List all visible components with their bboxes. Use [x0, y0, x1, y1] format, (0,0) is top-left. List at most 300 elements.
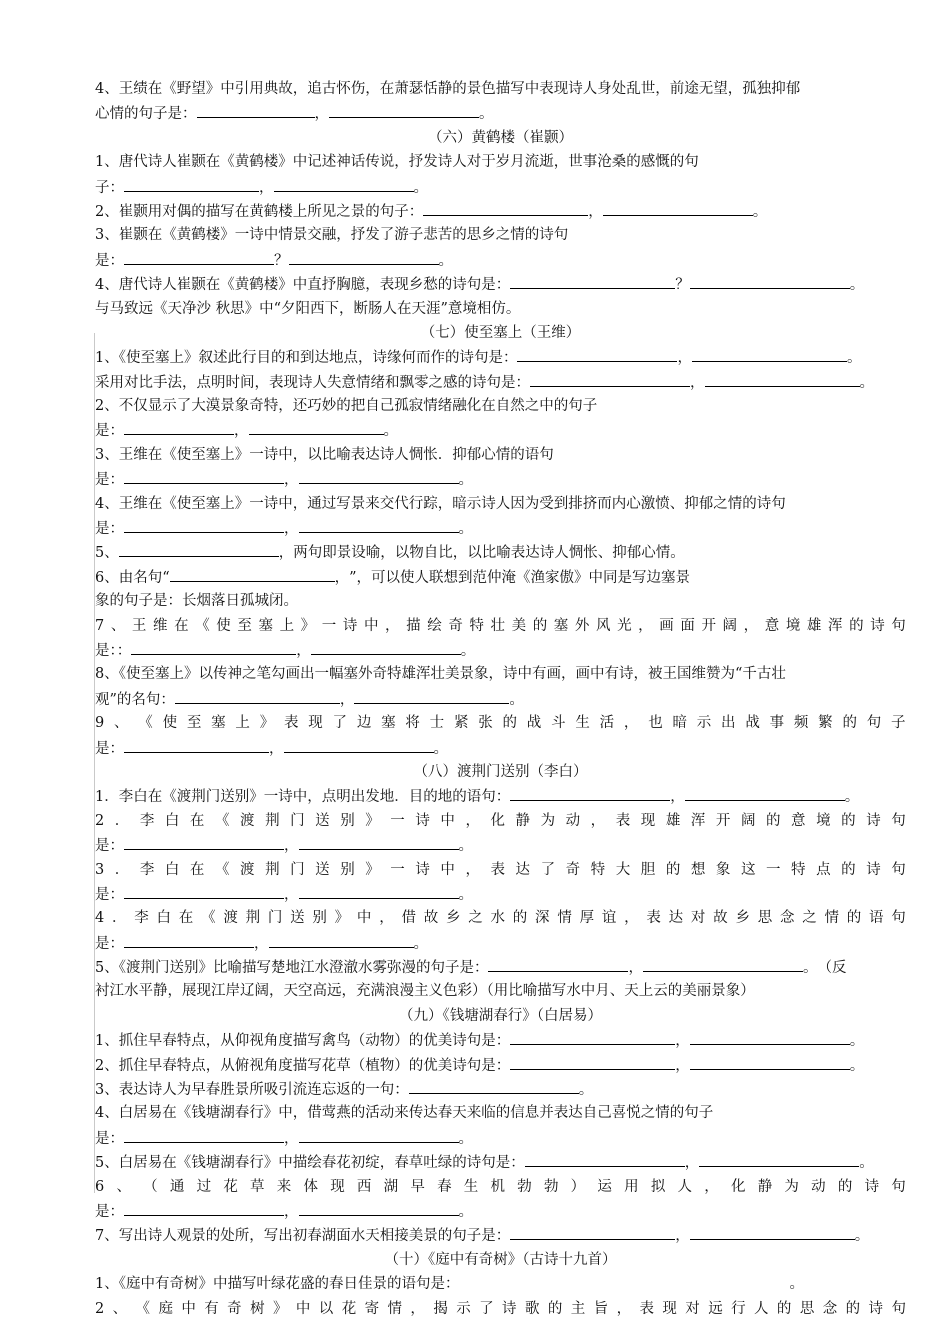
answer-blank[interactable] [423, 199, 588, 216]
blank-punctuation: 。 [844, 789, 860, 806]
line-char: 达 [515, 861, 531, 878]
answer-blank[interactable] [459, 1272, 789, 1288]
line-char: 李 [139, 861, 155, 878]
line-char: 句 [891, 1300, 906, 1317]
line-text: 采用对比手法，点明时间，表现诗人失意情绪和飘零之感的诗句是： [95, 374, 530, 391]
line-text: 是： [95, 252, 124, 269]
line-text: 1、抓住早春特点，从仰视角度描写禽鸟（动物）的优美诗句是： [95, 1033, 511, 1050]
line-char: 深 [535, 910, 550, 927]
question-line [95, 394, 906, 418]
line-char: 情 [387, 1300, 403, 1317]
answer-blank[interactable] [124, 1199, 284, 1216]
section-title: （八）渡荆门送别（李白） [413, 763, 588, 780]
line-char: 早 [410, 1178, 425, 1195]
question-line [95, 199, 906, 223]
blank-punctuation: 。 [413, 179, 428, 196]
line-char: 故 [423, 910, 439, 927]
answer-blanks [124, 736, 448, 761]
answer-blanks [170, 565, 350, 590]
line-char: 故 [713, 910, 728, 927]
question-line [95, 1175, 906, 1199]
answer-blanks [488, 955, 817, 980]
line-char: 送 [290, 910, 305, 927]
line-char: ． [114, 812, 130, 829]
line-char: 塞 [553, 617, 569, 634]
line-text: 是： [95, 1203, 124, 1220]
line-char: 想 [690, 861, 706, 878]
line-char: 门 [267, 910, 283, 927]
line-char: 生 [575, 715, 590, 732]
line-char: 意 [764, 617, 780, 634]
blank-punctuation: 。 [752, 203, 768, 220]
line-text: 1、《使至塞上》叙述此行目的和到达地点，诗缘何而作的诗句是： [95, 350, 518, 367]
answer-blank[interactable] [299, 833, 459, 850]
line-char: 《 [138, 715, 153, 732]
line-char: 浑 [690, 812, 706, 829]
answer-blanks [510, 784, 859, 809]
answer-blank[interactable] [690, 272, 850, 289]
line-char: 过 [196, 1178, 212, 1195]
line-char: 对 [690, 910, 706, 927]
line-char: 的 [766, 812, 781, 829]
line-text: 1、《庭中有奇树》中描写叶绿花盛的春日佳景的语句是： [95, 1276, 460, 1293]
line-char: 在 [178, 910, 194, 927]
question-line [95, 418, 906, 442]
question-line [95, 979, 906, 1003]
question-line [95, 77, 906, 101]
answer-blank[interactable] [124, 833, 284, 850]
line-char: 一 [390, 812, 405, 829]
question-line [95, 906, 906, 930]
line-text: 8、《使至塞上》以传神之笔勾画出一幅塞外奇特雄浑壮美景象，诗中有画，画中有诗，被王国维赞为“千古壮 [95, 666, 786, 683]
line-char: 人 [754, 1300, 769, 1317]
line-char: 特 [791, 861, 806, 878]
answer-blank[interactable] [525, 1150, 685, 1167]
line-char: 李 [139, 812, 155, 829]
answer-blank[interactable] [354, 687, 509, 704]
question-line [95, 687, 906, 711]
line-char: 表 [639, 1300, 654, 1317]
answer-blank[interactable] [274, 175, 414, 192]
blank-punctuation: ， [690, 374, 705, 391]
line-char: 3 [95, 861, 105, 878]
answer-blank[interactable] [124, 467, 284, 484]
line-char: 开 [701, 617, 716, 634]
answer-blanks [510, 272, 864, 297]
line-char: 语 [869, 910, 884, 927]
line-char: 》 [365, 812, 380, 829]
line-char: 开 [715, 812, 731, 829]
line-char: 动 [811, 1178, 826, 1195]
line-char: ， [638, 617, 653, 634]
blank-punctuation: 。 [849, 277, 865, 294]
line-continuation: （反 [817, 960, 847, 977]
question-line [95, 101, 906, 125]
line-char: 李 [134, 910, 149, 927]
line-char: 浑 [828, 617, 843, 634]
line-text: 心情的句子是： [95, 106, 197, 123]
line-char: 为 [540, 812, 556, 829]
line-char: 使 [216, 617, 231, 634]
line-char: 王 [131, 617, 147, 634]
line-char: 中 [356, 910, 372, 927]
answer-blank[interactable] [510, 1053, 675, 1070]
line-char: ， [379, 910, 394, 927]
line-char: 的 [502, 715, 518, 732]
line-char: 描 [406, 617, 421, 634]
answer-blank[interactable] [699, 1150, 859, 1167]
line-char: 奇 [227, 1300, 242, 1317]
line-char: 暗 [672, 715, 687, 732]
answer-blank[interactable] [530, 370, 690, 387]
answer-blank[interactable] [124, 931, 254, 948]
answer-blank[interactable] [299, 516, 459, 533]
line-text: 是： [95, 740, 124, 757]
line-char: 思 [799, 1300, 815, 1317]
answer-blank[interactable] [124, 736, 269, 753]
line-text: 4、白居易在《钱塘湖春行》中，借莺燕的活动来传达春天来临的信息并表达自己喜悦之情的句子 [95, 1105, 714, 1122]
line-char: 一 [321, 617, 337, 634]
line-char: 在 [189, 812, 205, 829]
line-char: 示 [696, 715, 712, 732]
line-char: 化 [490, 812, 505, 829]
question-line [95, 1272, 906, 1296]
answer-blank[interactable] [705, 370, 860, 387]
question-line [95, 1028, 906, 1052]
line-char: 对 [685, 1300, 700, 1317]
blank-punctuation: ， [675, 1033, 690, 1050]
answer-blank[interactable] [690, 1223, 855, 1240]
question-line [95, 833, 906, 857]
answer-blank[interactable] [175, 687, 340, 704]
line-text: 3、王维在《使至塞上》一诗中，以比喻表达诗人惆怅．抑郁心情的语句 [95, 446, 554, 463]
line-char: 花 [223, 1178, 238, 1195]
blank-punctuation: 。 [802, 960, 818, 977]
question-line [95, 150, 906, 174]
answer-blank[interactable] [284, 736, 434, 753]
answer-blank[interactable] [124, 175, 259, 192]
blank-punctuation: 。 [849, 1033, 865, 1050]
line-text: 观”的名句： [95, 691, 175, 708]
line-char: 大 [615, 861, 631, 878]
line-char: 境 [816, 812, 831, 829]
line-char: 》 [300, 617, 316, 634]
line-char: 》 [259, 715, 275, 732]
blank-punctuation: ， [670, 789, 685, 806]
line-char: 白 [156, 910, 172, 927]
line-char: 》 [365, 861, 380, 878]
line-char: 静 [515, 812, 531, 829]
line-char: 厚 [579, 910, 595, 927]
line-char: 的 [846, 910, 862, 927]
answer-blank[interactable] [517, 345, 677, 362]
line-char: ， [704, 1178, 719, 1195]
line-char: 中 [295, 1300, 311, 1317]
line-char: 别 [312, 910, 327, 927]
line-char: 2 [95, 812, 105, 829]
blank-punctuation: ， [278, 545, 294, 562]
blank-punctuation: ， [588, 203, 603, 220]
line-char: 塞 [258, 617, 273, 634]
answer-blank[interactable] [510, 272, 675, 289]
question-line [95, 1199, 906, 1223]
answer-blanks [525, 1150, 874, 1175]
line-char: 至 [186, 715, 202, 732]
blank-punctuation: ， [684, 1155, 700, 1172]
answer-blanks [124, 516, 473, 541]
answer-blank[interactable] [124, 418, 234, 435]
line-char: 化 [730, 1178, 746, 1195]
line-char: 了 [479, 1300, 494, 1317]
line-text: 是： [95, 1130, 124, 1147]
line-char: 草 [250, 1178, 265, 1195]
question-line [95, 1297, 906, 1321]
blank-punctuation: ， [675, 1228, 690, 1245]
answer-blank[interactable] [603, 199, 753, 216]
line-char: 斗 [551, 715, 566, 732]
blank-punctuation: 。 [383, 423, 398, 440]
line-char: 雄 [806, 617, 822, 634]
answer-blank[interactable] [488, 955, 628, 972]
answer-blank[interactable] [510, 1028, 675, 1045]
section-title: （六）黄鹤楼（崔颢） [428, 129, 573, 146]
line-char: 诗 [864, 1178, 880, 1195]
answer-blank[interactable] [249, 418, 384, 435]
line-char: 现 [662, 1300, 677, 1317]
line-char: 送 [315, 861, 330, 878]
line-char: 来 [276, 1178, 292, 1195]
question-line [95, 370, 906, 394]
line-char: 表 [615, 812, 631, 829]
line-text: 3、崔颢在《黄鹤楼》一诗中情景交融，抒发了游子悲苦的思乡之情的诗句 [95, 227, 569, 244]
line-char: 句 [866, 715, 882, 732]
answer-blank[interactable] [510, 784, 670, 801]
answer-blank[interactable] [124, 1126, 284, 1143]
question-line [95, 784, 906, 808]
section-heading [95, 126, 906, 150]
line-char: 示 [456, 1300, 471, 1317]
answer-blank[interactable] [643, 955, 803, 972]
answer-blank[interactable] [299, 467, 459, 484]
blank-punctuation: ？ [675, 277, 690, 294]
answer-blanks [409, 1077, 594, 1102]
answer-blanks [124, 418, 398, 443]
answer-blank[interactable] [119, 540, 279, 557]
line-char: 维 [153, 617, 168, 634]
section-heading [95, 1248, 906, 1272]
line-char: 行 [731, 1300, 746, 1317]
answer-blank[interactable] [131, 638, 296, 655]
line-char: 乡 [445, 910, 461, 927]
line-char: 机 [490, 1178, 506, 1195]
line-char: 诗 [502, 1300, 517, 1317]
line-char: 现 [330, 1178, 345, 1195]
line-char: 主 [570, 1300, 586, 1317]
answer-blank[interactable] [329, 101, 479, 118]
line-char: （ [143, 1178, 158, 1195]
line-char: 句 [891, 812, 906, 829]
line-char: 通 [169, 1178, 185, 1195]
line-char: 塞 [381, 715, 396, 732]
line-text: 4、王维在《使至塞上》一诗中，通过写景来交代行踪，暗示诗人因为受到排挤而内心激愤、抑郁之情的诗句 [95, 495, 786, 512]
question-line [95, 443, 906, 467]
line-char: ） [570, 1178, 586, 1195]
blank-punctuation: 。 [854, 1228, 870, 1245]
line-char: 一 [390, 861, 405, 878]
line-char: 的 [841, 812, 856, 829]
line-char: 庭 [158, 1300, 173, 1317]
line-text: 4、王绩在《野望》中引用典故，追古怀伤，在萧瑟恬静的景色描写中表现诗人身处乱世，前途无望，孤独抑郁 [95, 81, 801, 97]
answer-blank[interactable] [124, 882, 284, 899]
blank-punctuation: ， [677, 350, 692, 367]
answer-blanks [423, 199, 767, 224]
line-char: 白 [164, 812, 180, 829]
answer-blanks [459, 1272, 804, 1296]
answer-blank[interactable] [299, 1199, 459, 1216]
line-char: 面 [680, 617, 695, 634]
line-char: 念 [779, 910, 795, 927]
answer-blank[interactable] [510, 1223, 675, 1240]
blank-punctuation: 。 [846, 350, 862, 367]
line-char: 绘 [427, 617, 442, 634]
line-char: 生 [463, 1178, 479, 1195]
line-char: 繁 [818, 715, 833, 732]
answer-blanks [510, 1053, 864, 1078]
line-char: 人 [677, 1178, 693, 1195]
line-char: 频 [793, 715, 809, 732]
line-char: 诗 [415, 861, 430, 878]
line-text: 衬江水平静，展现江岸辽阔，天空高远，充满浪漫主义色彩）（用比喻描写水中月、天上云的美丽景象） [95, 983, 755, 1000]
line-char: 别 [340, 812, 355, 829]
line-text: 是：： [95, 642, 132, 659]
question-line [95, 882, 906, 906]
line-char: 阔 [722, 617, 738, 634]
blank-punctuation: 。 [458, 1203, 473, 1220]
answer-blank[interactable] [685, 784, 845, 801]
line-char: 之 [802, 910, 817, 927]
answer-blank[interactable] [124, 248, 274, 265]
line-char: ． [114, 861, 130, 878]
question-line [95, 1223, 906, 1247]
line-char: 中 [181, 1300, 196, 1317]
line-char: 念 [822, 1300, 838, 1317]
line-char: 以 [318, 1300, 334, 1317]
answer-blanks [124, 931, 428, 956]
line-text: 7、写出诗人观景的处所，写出初春湖面水天相接美景的句子是： [95, 1228, 511, 1245]
blank-punctuation: ， [284, 472, 299, 489]
answer-blanks [510, 1223, 869, 1248]
line-text: 是： [95, 886, 124, 903]
answer-blank[interactable] [299, 882, 459, 899]
line-char: 诗 [866, 812, 881, 829]
line-char: ， [465, 812, 480, 829]
line-char: 荆 [265, 861, 280, 878]
blank-punctuation: 。 [458, 521, 473, 538]
answer-blanks [124, 248, 453, 273]
blank-punctuation: ， [254, 935, 269, 952]
line-char: 运 [597, 1178, 612, 1195]
question-line [95, 858, 906, 882]
line-text: 是： [95, 472, 124, 489]
line-char: 》 [334, 910, 350, 927]
answer-blank[interactable] [170, 565, 335, 582]
blank-punctuation: 。 [433, 740, 448, 757]
line-char: 特 [590, 861, 606, 878]
line-text: 3、表达诗人为早春胜景所吸引流连忘返的一句： [95, 1082, 409, 1099]
line-char: 的 [837, 1178, 853, 1195]
answer-blank[interactable] [124, 516, 284, 533]
line-char: ， [465, 861, 480, 878]
line-char: 拟 [650, 1178, 666, 1195]
blank-punctuation: ， [284, 886, 299, 903]
line-char: 句 [891, 617, 906, 634]
section-heading [95, 321, 906, 345]
line-text: 1．李白在《渡荆门送别》一诗中，点明出发地．目的地的语句： [95, 789, 511, 806]
line-char: 边 [356, 715, 372, 732]
line-char: 的 [849, 617, 864, 634]
line-text: 是： [95, 423, 124, 440]
line-char: 之 [468, 910, 483, 927]
line-char: 《 [214, 861, 230, 878]
line-char: 光 [617, 617, 632, 634]
answer-blank[interactable] [299, 1126, 459, 1143]
blank-punctuation: ， [339, 691, 355, 708]
answer-blank[interactable] [289, 248, 439, 265]
answer-blank[interactable] [311, 638, 461, 655]
line-char: ， [385, 617, 400, 634]
line-char: 渡 [223, 910, 238, 927]
line-char: 现 [308, 715, 323, 732]
question-line [95, 1126, 906, 1150]
answer-blanks [124, 882, 473, 907]
line-char: ． [112, 910, 127, 927]
answer-blanks [124, 1126, 473, 1151]
line-char: 表 [283, 715, 299, 732]
line-char: 一 [766, 861, 781, 878]
line-char: 乡 [735, 910, 750, 927]
line-char: 了 [540, 861, 556, 878]
answer-blank[interactable] [690, 1028, 850, 1045]
section-heading [95, 760, 906, 784]
line-char: 用 [624, 1178, 639, 1195]
answer-blank[interactable] [269, 931, 414, 948]
line-char: 诗 [868, 1300, 884, 1317]
answer-blank[interactable] [197, 101, 315, 118]
blank-punctuation: ， [334, 569, 350, 586]
line-char: 2 [95, 1300, 105, 1317]
line-char: 水 [490, 910, 506, 927]
question-line [95, 492, 906, 516]
line-char: 情 [824, 910, 839, 927]
line-char: 情 [557, 910, 572, 927]
answer-blank[interactable] [690, 1053, 850, 1070]
line-char: 送 [315, 812, 330, 829]
answer-blank[interactable] [692, 345, 847, 362]
line-char: 旨 [593, 1300, 609, 1317]
line-char: 体 [303, 1178, 318, 1195]
line-char: 湖 [383, 1178, 399, 1195]
line-char: 门 [290, 812, 305, 829]
answer-blanks [124, 175, 428, 200]
line-char: 的 [532, 617, 548, 634]
answer-blank[interactable] [409, 1077, 579, 1094]
line-char: 意 [791, 812, 806, 829]
blank-punctuation: 。 [458, 1130, 473, 1147]
line-char: 谊 [601, 910, 617, 927]
line-char: 外 [574, 617, 590, 634]
line-char: ， [590, 812, 606, 829]
line-char: 《 [135, 1300, 151, 1317]
